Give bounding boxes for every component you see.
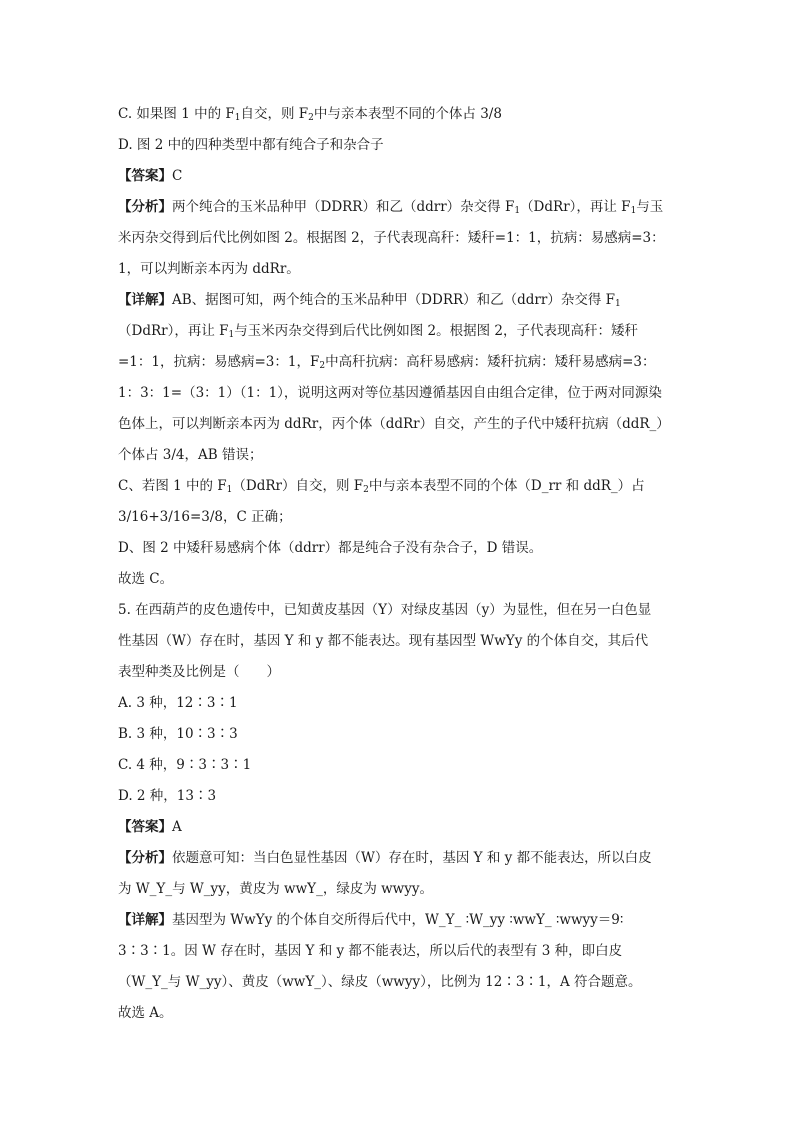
answer-value: A [172, 819, 182, 835]
q4-detail-line-2: （DdRr），再让 $F_1$与玉米丙杂交得到后代比例如图 2。根据图 2，子代表现高秆：矮秆 [118, 323, 638, 340]
q4-analysis-line-1: 【分析】两个纯合的玉米品种甲（DDRR）和乙（ddrr）杂交得 $F_1(DdRr)$，再让 $F_1$与玉 [118, 199, 664, 216]
detail-label: 【详解】 [118, 292, 172, 308]
q5-option-c: C. 4 种，9∶3∶3∶1 [118, 757, 252, 773]
q4-detail-line-8: 3/16+3/16=3/8，C 正确； [118, 509, 292, 525]
q4-detail-line-3: =1：1，抗病：易感病=3：1，$F_2$中高秆抗病：高秆易感病：矮秆抗病：矮秆易感病=3： [118, 354, 656, 371]
q5-analysis-line-2: 为 W_Y_与 W_yy，黄皮为 wwY_，绿皮为 wwyy。 [118, 881, 433, 897]
q4-conclusion: 故选 C。 [118, 571, 174, 587]
q5-stem-line-3: 表型种类及比例是（ ） [118, 664, 280, 680]
q4-option-d: D. 图 2 中的四种类型中都有纯合子和杂合子 [118, 137, 384, 153]
analysis-label: 【分析】 [118, 199, 172, 215]
q4-analysis-line-2: 米丙杂交得到后代比例如图 2。根据图 2，子代表现高秆：矮秆=1：1，抗病：易感病=3： [118, 230, 665, 246]
q5-detail-line-1: 【详解】基因型为 WwYy 的个体自交所得后代中，W_Y_ ∶W_yy ∶wwY_ ∶wwyy＝9∶ [118, 912, 624, 928]
q5-answer [118, 812, 688, 843]
q5-stem-line-2: 性基因（W）存在时，基因 Y 和 y 都不能表达。现有基因型 WwYy 的个体自交，其后代 [118, 633, 649, 649]
answer-value: C [172, 168, 183, 184]
q4-detail-line-6: 个体占 3/4，AB 错误； [118, 447, 263, 463]
q5-analysis-line-1: 【分析】依题意可知：当白色显性基因（W）存在时，基因 Y 和 y 都不能表达，所以白皮 [118, 850, 652, 866]
q4-option-c: C. 如果图 1 中的 $F_1$自交，则 $F_2$中与亲本表型不同的个体占 3/8 [118, 106, 502, 123]
q5-stem-line-1: 5. 在西葫芦的皮色遗传中，已知黄皮基因（Y）对绿皮基因（y）为显性，但在另一白色显 [118, 602, 652, 618]
q4-detail-line-5: 色体上，可以判断亲本丙为 ddRr，丙个体（ddRr）自交，产生的子代中矮秆抗病（ddR_） [118, 416, 670, 432]
analysis-label: 【分析】 [118, 850, 172, 866]
q4-detail-line-9: D、图 2 中矮秆易感病个体（ddrr）都是纯合子没有杂合子，D 错误。 [118, 540, 543, 556]
document-page [118, 99, 688, 1029]
answer-label: 【答案】 [118, 819, 172, 835]
q4-detail-line-4: 1：3：1=（3：1）（1：1），说明这两对等位基因遵循基因自由组合定律，位于两对同源染 [118, 385, 662, 401]
q4-detail-line-1: 【详解】AB、据图可知，两个纯合的玉米品种甲（DDRR）和乙（ddrr）杂交得 $F_1$ [118, 292, 621, 309]
q5-detail-line-3: （W_Y_与 W_yy）、黄皮（wwY_）、绿皮（wwyy），比例为 12∶3∶1，A 符合题意。 [118, 974, 642, 990]
detail-label: 【详解】 [118, 912, 172, 928]
answer-label: 【答案】 [118, 168, 172, 184]
q5-conclusion: 故选 A。 [118, 1005, 173, 1021]
q4-detail-line-7: C、若图 1 中的 $F_1(DdRr)$自交，则 $F_2$中与亲本表型不同的个体（D_rr 和 ddR_）占 [118, 478, 645, 495]
q4-analysis-line-3: 1，可以判断亲本丙为 ddRr。 [118, 261, 300, 277]
q5-option-a: A. 3 种，12∶3∶1 [118, 695, 238, 711]
q5-option-b: B. 3 种，10∶3∶3 [118, 726, 238, 742]
q5-option-d: D. 2 种，13∶3 [118, 788, 217, 804]
q4-answer [118, 161, 688, 192]
q5-detail-line-2: 3∶3∶1。因 W 存在时，基因 Y 和 y 都不能表达，所以后代的表型有 3 种，即白皮 [118, 943, 623, 959]
